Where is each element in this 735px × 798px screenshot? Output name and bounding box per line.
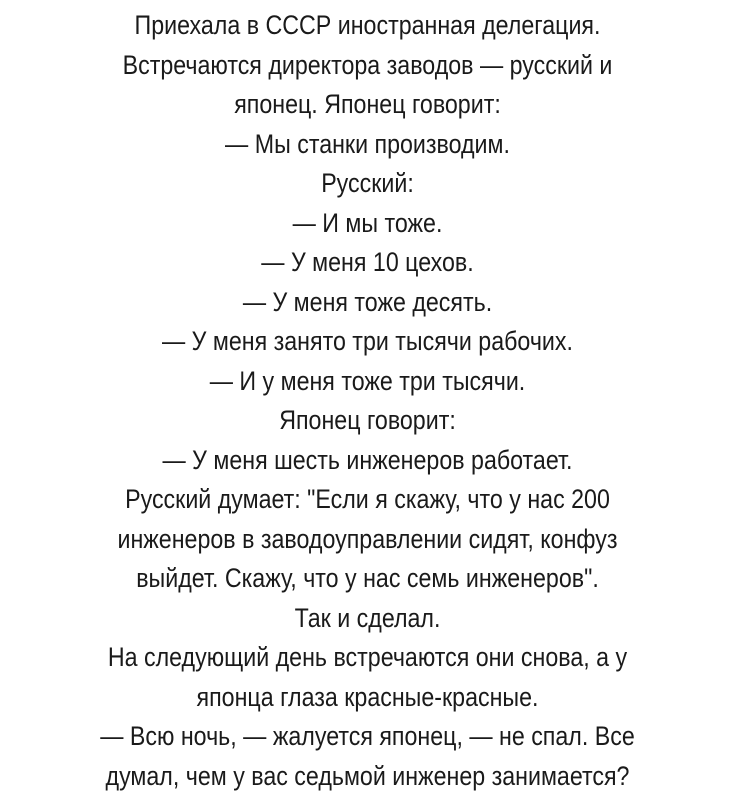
text-line: Так и сделал. (294, 602, 441, 633)
text-line: думал, чем у вас седьмой инженер занимается? (105, 760, 630, 791)
text-line: японец. Японец говорит: (234, 89, 501, 119)
text-line: Приехала в СССР иностранная делегация. (134, 10, 601, 40)
text-line: Встречаются директора заводов — русский и (122, 49, 613, 80)
text-line: выйдет. Скажу, что у нас семь инженеров". (136, 563, 599, 593)
text-line: На следующий день встречаются они снова, а у (107, 642, 628, 672)
text-line: — У меня занято три тысячи рабочих. (162, 326, 573, 356)
text-line: — И мы тоже. (292, 207, 443, 238)
text-line: инженеров в заводоуправлении сидят, конфуз (117, 523, 618, 554)
text-line: — У меня 10 цехов. (261, 247, 474, 277)
text-line: — Всю ночь, — жалуется японец, — не спал. Все (100, 721, 635, 751)
text-line: — И у меня тоже три тысячи. (209, 365, 526, 396)
text-line: Японец говорит: (279, 405, 456, 435)
text-line: Русский думает: "Если я скажу, что у нас 200 (125, 484, 610, 514)
text-line: — У меня тоже десять. (242, 286, 493, 317)
text-line: Русский: (321, 168, 414, 198)
text-line: — У меня шесть инженеров работает. (162, 444, 573, 475)
text-line: японца глаза красные-красные. (196, 681, 539, 712)
text-line: — Мы станки производим. (225, 128, 510, 159)
joke-text (0, 6, 735, 796)
